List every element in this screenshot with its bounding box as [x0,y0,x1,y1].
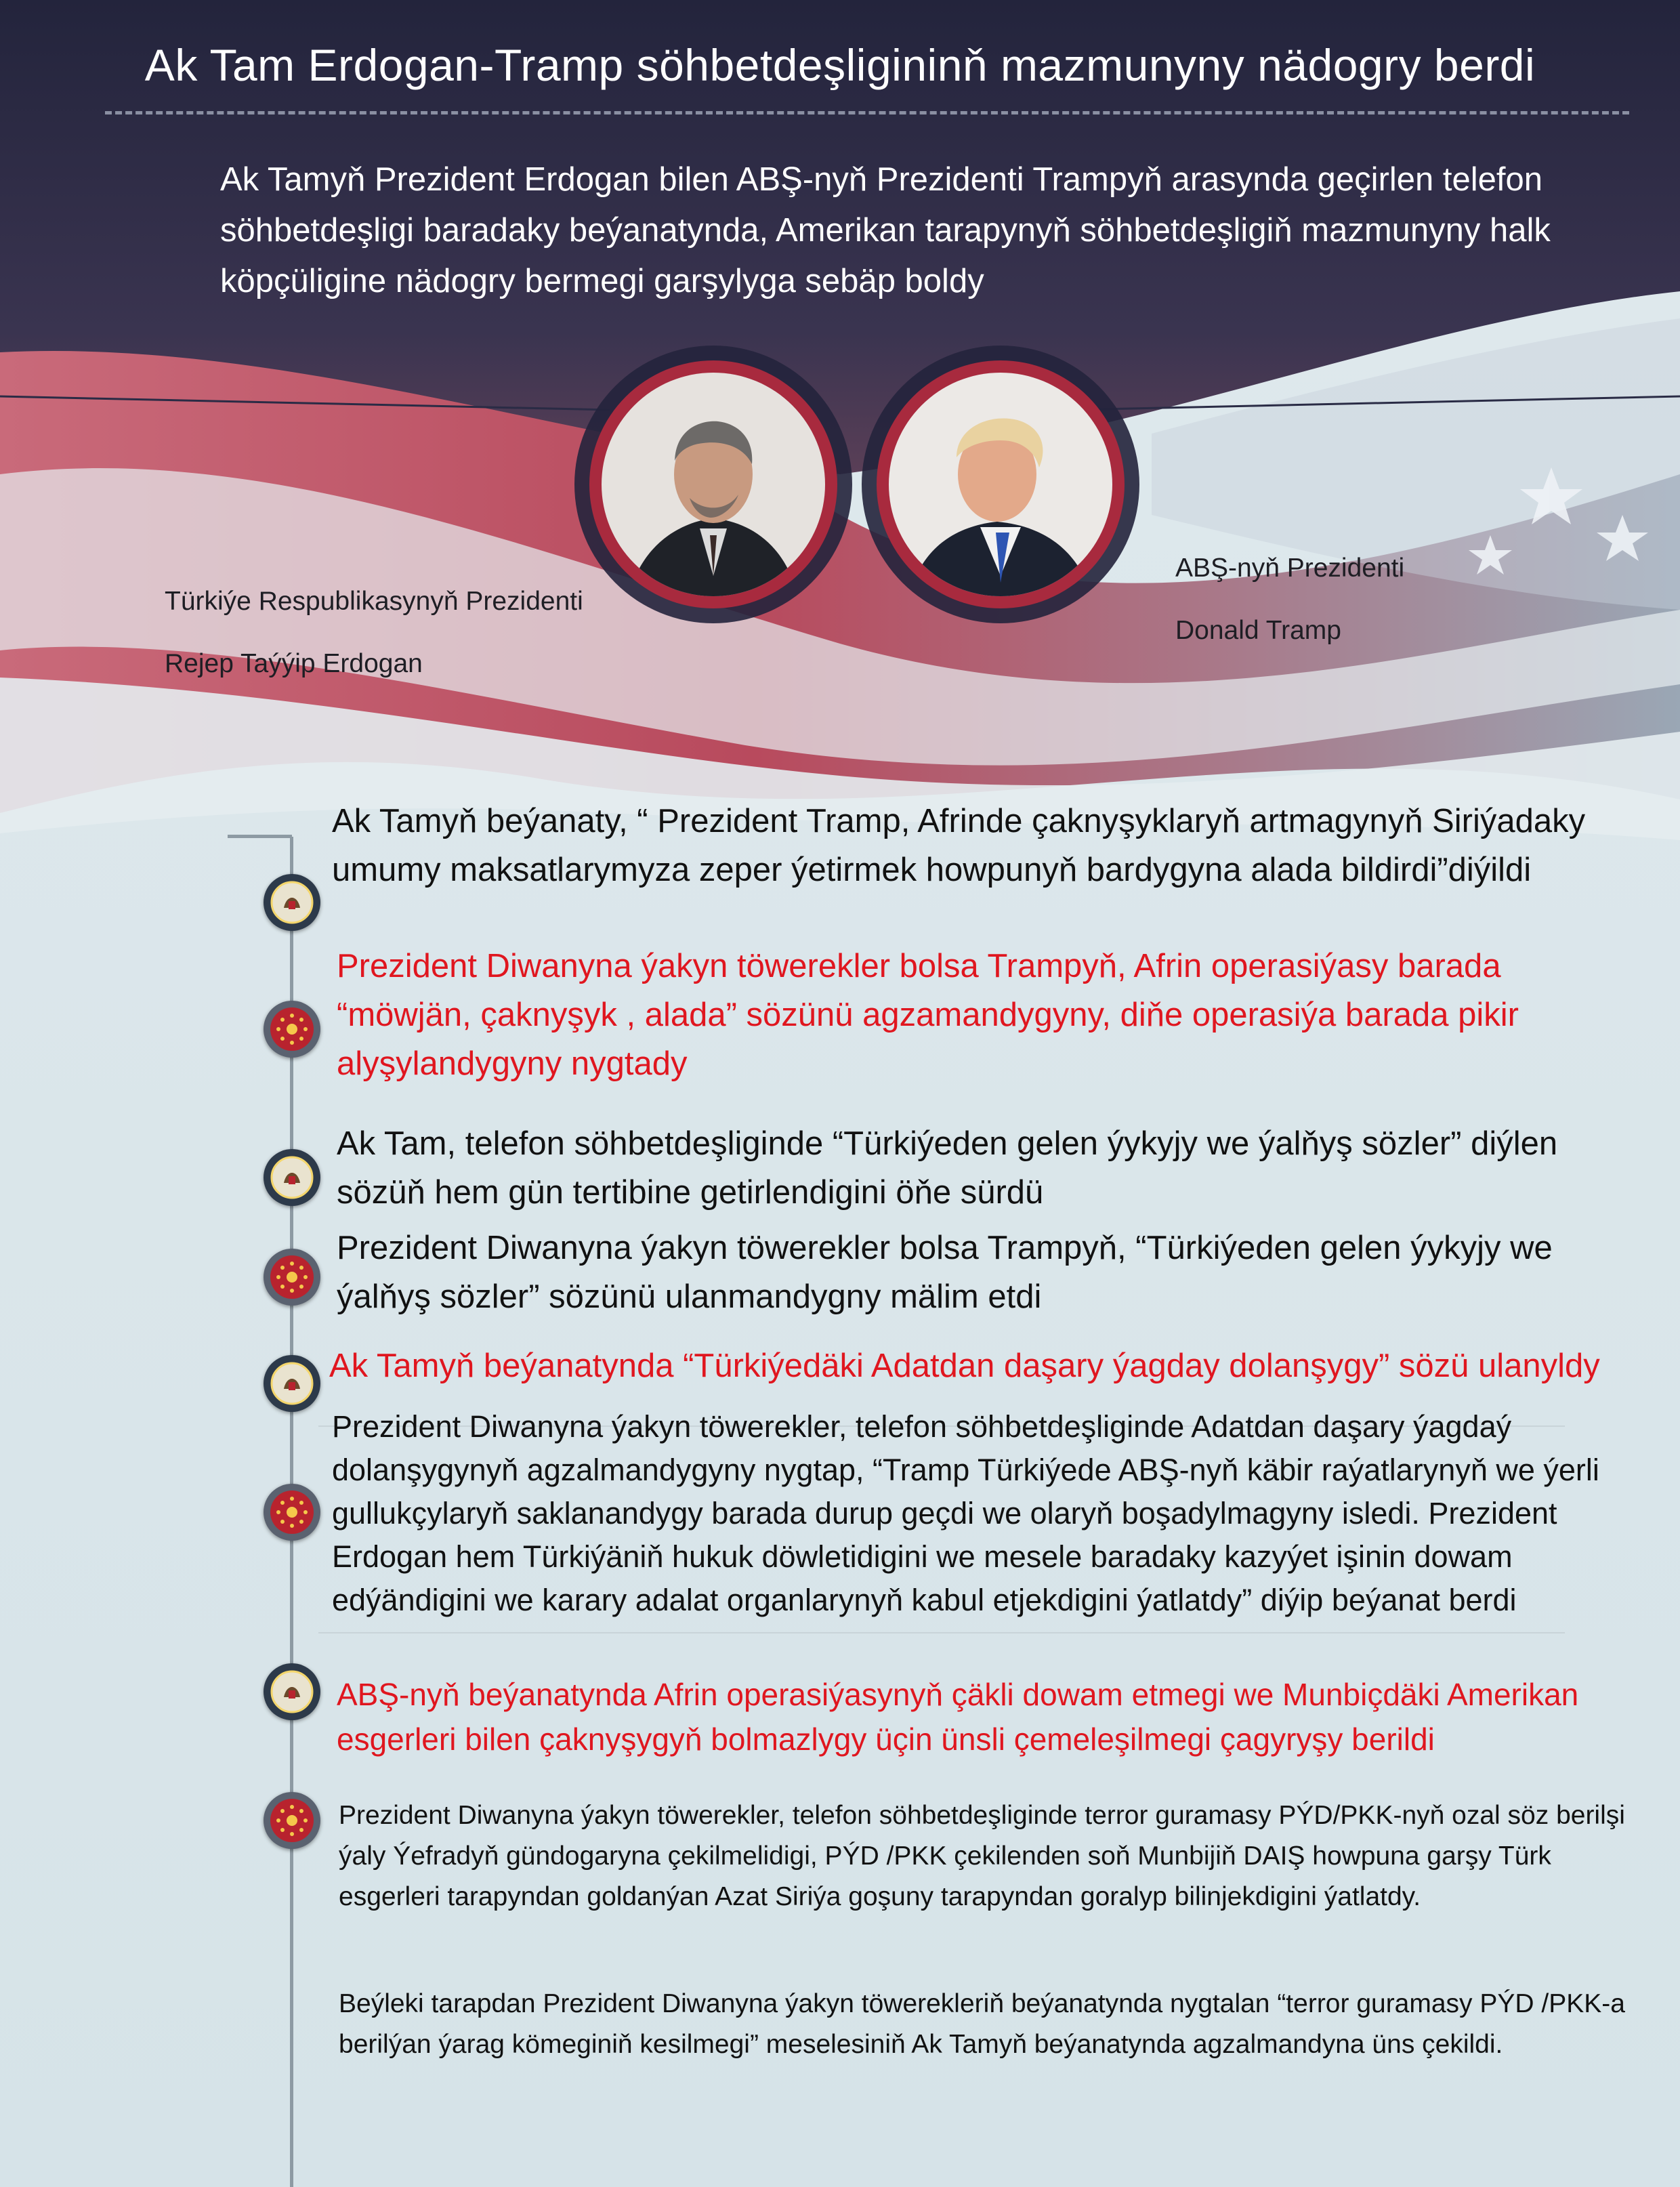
turkish-seal-icon [264,1001,320,1058]
timeline-item-turkish-response-weapons: Beýleki tarapdan Prezident Diwanyna ýakyn töwerekleriň beýanatynda nygtalan “terror guramasy PÝD /PKK-a berilýan ýarag kömeginiň kesilmegi” meselesiniň Ak Tamyň beýanatynda agzalmandyna üns çekildi. [339,1989,1625,2059]
timeline-item-us-statement-munbij: ABŞ-nyň beýanatynda Afrin operasiýasynyň çäkli dowam etmegi we Munbiçdäki Amerikan esgerleri bilen çaknyşygyň bolmazlygy üçin ünsli çemeleşilmegi çagyryşy berildi [337,1677,1579,1757]
turkish-seal-icon [264,1249,320,1306]
timeline-item-us-statement-afrin: Ak Tamyň beýanaty, “ Prezident Tramp, Afrinde çaknyşyklaryň artmagynyň Siriýadaky umumy maksatlarymyza zeper ýetirmek howpunyň bardygyna alada bildirdi”diýildi [332,803,1586,888]
timeline-item-us-statement-emergency: Ak Tamyň beýanatynda “Türkiýedäki Adatdan daşary ýagday dolanşygy” sözü ulanyldy [329,1348,1600,1384]
turkish-seal-icon [264,1484,320,1541]
us-seal-icon [264,1149,320,1206]
turkish-seal-icon [264,1792,320,1849]
us-seal-icon [264,874,320,931]
intro-text: Ak Tamyň Prezident Erdogan bilen ABŞ-nyň Prezidenti Trampyň arasynda geçirlen telefon söhbetdeşligi baradaky beýanatynda, Amerikan tarapynyň söhbetdeşligiň mazmunyny halk köpçüligine nädogry bermegi garşylyga sebäp boldy [220,161,1551,299]
erdogan-portrait [589,360,837,608]
trump-caption-line1: ABŞ-nyň Prezidenti [1175,554,1405,583]
us-seal-icon [264,1663,320,1720]
timeline-item-turkish-response-words: Prezident Diwanyna ýakyn töwerekler bolsa Trampyň, “Türkiýeden gelen ýykyjy we ýalňyş sözler” sözünü ulanmandygny mälim etdi [337,1230,1553,1315]
timeline-item-turkish-response-afrin: Prezident Diwanyna ýakyn töwerekler bolsa Trampyň, Afrin operasiýasy barada “möwjän, çaknyşyk , alada” sözünü agzamandygyny, diňe operasiýa barada pikir alyşylandygyny nygtady [337,948,1519,1082]
trump-portrait [877,360,1125,608]
timeline-item-us-statement-words: Ak Tam, telefon söhbetdeşliginde “Türkiýeden gelen ýykyjy we ýalňyş sözler” diýlen sözüň hem gün tertibine getirlendigini öňe sürdü [337,1125,1558,1211]
timeline-item-turkish-response-emergency: Prezident Diwanyna ýakyn töwerekler, telefon söhbetdeşliginde Adatdan daşary ýagdaý dolanşygynyň agzalmandygyny nygtap, “Tramp Türkiýede ABŞ-nyň käbir raýatlarynyň we ýerli gullukçylaryň saklanandygy barada durup geçdi we olaryň boşadylmagyny isledi. Prezident Erdogan hem Türkiýäniň hukuk döwletidigini we mesele baradaky kazyýet işinin dowam edýändigini we karary adalat organlarynyň kabul etjekdigini ýatlatdy” diýip beýanat berdi [332,1409,1599,1617]
timeline-item-turkish-response-pyd: Prezident Diwanyna ýakyn töwerekler, telefon söhbetdeşliginde terror guramasy PÝD/PKK-nyň ozal söz berilşi ýaly Ýefradyň gündogaryna çekilmelidigi, PÝD /PKK çekilenden soň Munbijiň DAIŞ howpuna garşy Türk esgerleri tarapyndan goldanýan Azat Siriýa goşuny tarapyndan goralyp bilinjekdigini ýatlatdy. [339,1801,1625,1911]
page-title: Ak Tam Erdogan-Tramp söhbetdeşligininň mazmunyny nädogry berdi [144,40,1536,90]
erdogan-photo [602,373,825,596]
timeline-frame [228,835,292,838]
trump-caption-line2: Donald Tramp [1175,616,1341,645]
trump-photo [889,373,1112,596]
title-divider [105,111,1629,114]
us-seal-icon [264,1355,320,1412]
erdogan-caption-line2: Rejep Taýýip Erdogan [165,649,423,678]
erdogan-caption-line1: Türkiýe Respublikasynyň Prezidenti [165,587,583,616]
